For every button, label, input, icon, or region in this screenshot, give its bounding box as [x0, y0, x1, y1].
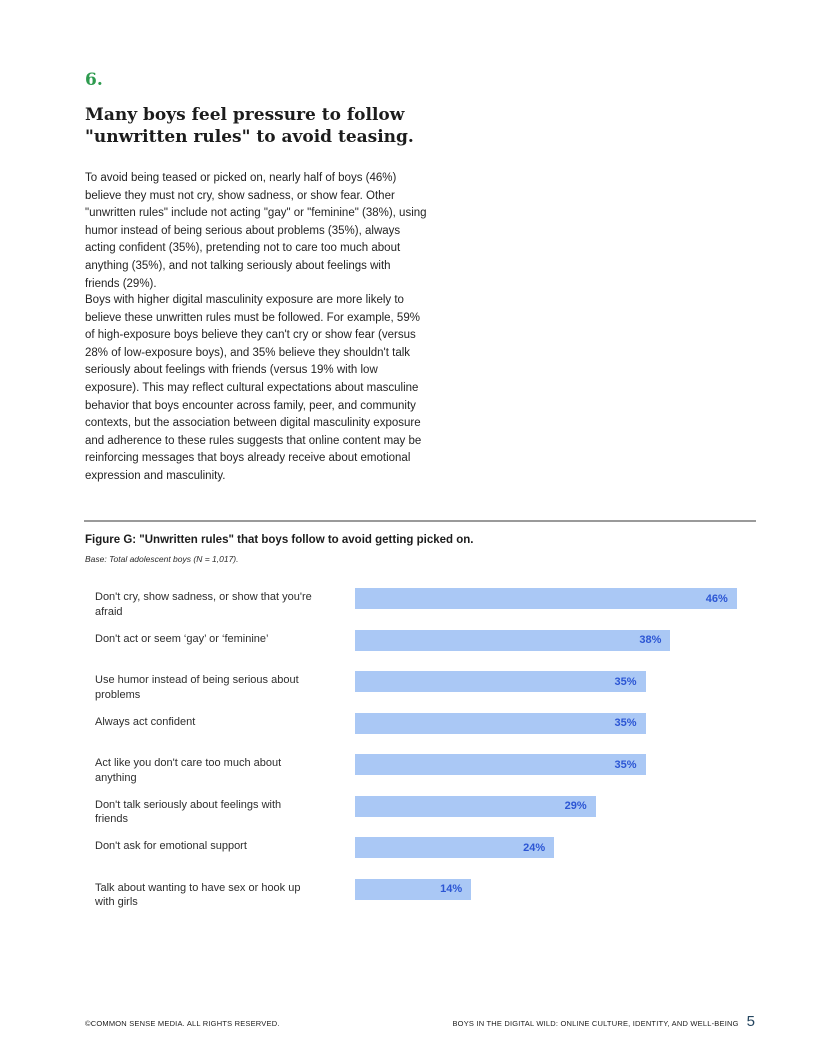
footer-report-title: BOYS IN THE DIGITAL WILD: ONLINE CULTURE, IDENTITY, AND WELL-BEING: [452, 1019, 739, 1028]
bar-category-label: Use humor instead of being serious about problems: [95, 674, 299, 701]
bar: [355, 837, 554, 858]
bar-category-label: Don't act or seem ‘gay’ or ‘feminine’: [95, 632, 269, 645]
bar-value-label: 14%: [440, 883, 463, 895]
bar: [355, 879, 471, 900]
bar: [355, 588, 737, 609]
bar-area: [355, 837, 755, 858]
bar-area: [355, 671, 755, 692]
bar-area: [355, 588, 755, 609]
page-number: 5: [746, 1013, 755, 1030]
chart-row: [85, 588, 755, 630]
bar: [355, 713, 646, 734]
figure-base-note: Base: Total adolescent boys (N = 1,017).: [85, 554, 239, 564]
bar-category-label: Talk about wanting to have sex or hook up with girls: [95, 881, 301, 908]
bar-area: [355, 796, 755, 817]
chart-row: [85, 754, 755, 796]
bar-value-label: 24%: [523, 841, 546, 854]
body-paragraph-2: Boys with higher digital masculinity exposure are more likely to believe these unwritten rules must be followed. For example, 59% of high-exposure boys believe they can't cry or show fear (versus 28% of low-exposure boys), and 35% believe they shouldn't talk seriously about feelings with friends (versus 19% with low exposure). This may reflect cultural expectations about masculine behavior that boys encounter across family, peer, and community contexts, but the association between digital masculinity exposure and adherence to these rules suggests that online content may be reinforcing messages that boys already receive about emotional expression and masculinity.: [85, 294, 422, 482]
bar-area: [355, 754, 755, 775]
chart-row: [85, 879, 755, 921]
bar-value-label: 46%: [705, 592, 728, 605]
bar-category-label: Don't talk seriously about feelings with friends: [95, 798, 282, 825]
bar-category-label: Act like you don't care too much about anything: [95, 757, 282, 784]
chart-row: [85, 630, 755, 672]
footer-copyright: ©COMMON SENSE MEDIA. ALL RIGHTS RESERVED.: [85, 1019, 280, 1028]
bar-category-label: Always act confident: [95, 715, 196, 728]
chart-row: [85, 671, 755, 713]
bar-value-label: 38%: [639, 634, 662, 646]
bar-value-label: 35%: [614, 717, 637, 729]
bar-chart: [85, 588, 755, 920]
chart-row: [85, 713, 755, 755]
bar: [355, 754, 646, 775]
bar: [355, 796, 596, 817]
bar-area: [355, 713, 755, 734]
bar: [355, 630, 670, 651]
bar-value-label: 35%: [614, 758, 637, 771]
section-number: 6.: [85, 70, 103, 90]
bar-value-label: 29%: [564, 800, 587, 812]
footer-right: [452, 1013, 755, 1030]
bar-category-label: Don't ask for emotional support: [95, 840, 247, 852]
body-paragraph-1: To avoid being teased or picked on, nearly half of boys (46%) believe they must not cry, show sadness, or show fear. Other "unwritten rules" include not acting "gay" or "feminine" (38%), using humor instead of being serious about problems (35%), always acting confident (35%), pretending not to care too much about anything (35%), and not talking seriously about feelings with friends (29%).: [85, 172, 427, 290]
bar-category-label: Don't cry, show sadness, or show that you're afraid: [95, 591, 312, 618]
bar-area: [355, 630, 755, 651]
bar: [355, 671, 646, 692]
page-footer: [85, 1013, 755, 1030]
chart-row: [85, 796, 755, 838]
chart-row: [85, 837, 755, 879]
bar-area: [355, 879, 755, 900]
page-title: Many boys feel pressure to follow "unwritten rules" to avoid teasing.: [85, 105, 414, 147]
section-divider: [84, 520, 756, 522]
bar-value-label: 35%: [614, 675, 637, 688]
figure-caption: Figure G: "Unwritten rules" that boys follow to avoid getting picked on.: [85, 534, 474, 546]
